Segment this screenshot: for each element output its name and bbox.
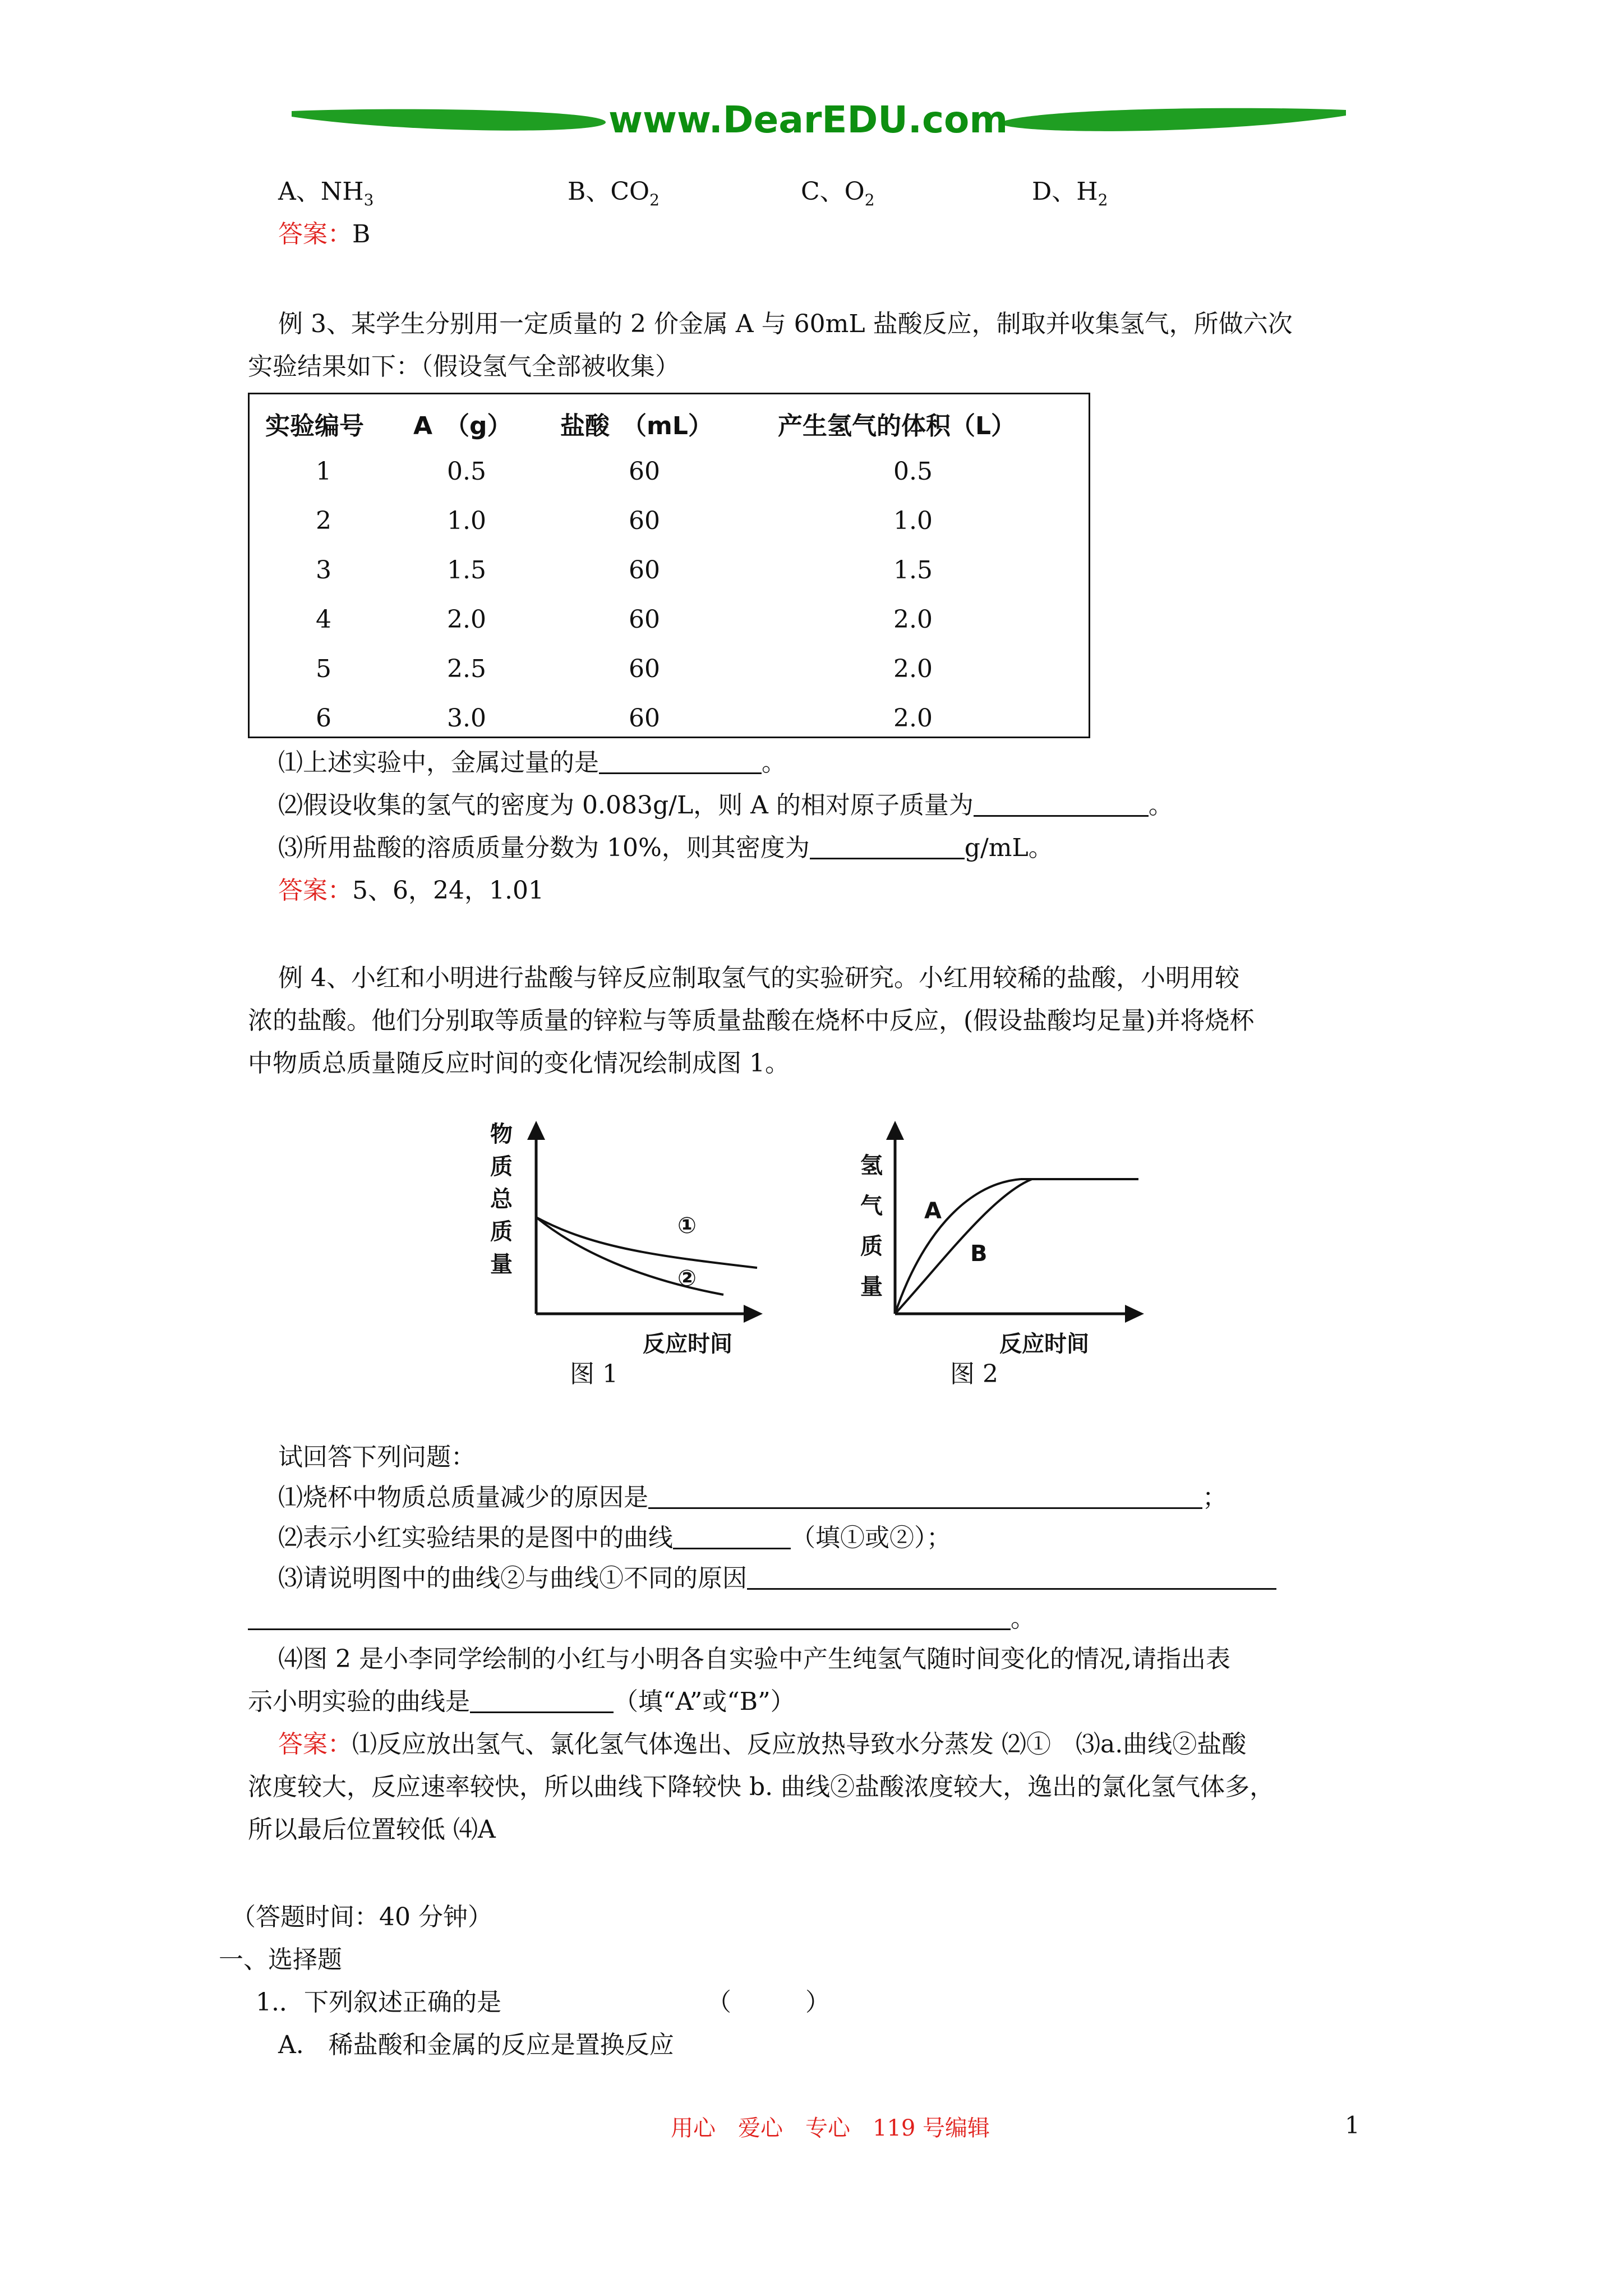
example4-q3-cont: 。	[248, 1602, 1035, 1636]
ylabel-char: 质	[490, 1219, 513, 1245]
x-axis-arrow-icon	[744, 1305, 763, 1323]
table-cell: 2.0	[893, 704, 933, 733]
ylabel-char: 气	[860, 1193, 883, 1219]
table-header-volume: 产生氢气的体积（L）	[778, 412, 1016, 440]
answer-blank[interactable]	[648, 1483, 1202, 1509]
table-cell: 60	[629, 605, 660, 634]
answer-blank[interactable]	[810, 833, 965, 859]
y-axis-arrow-icon	[527, 1121, 545, 1140]
ylabel-char: 物	[490, 1121, 513, 1147]
example3-q3: ⑶所用盐酸的溶质质量分数为 10%，则其密度为 g/mL。	[278, 834, 1053, 862]
example4-q3: ⑶请说明图中的曲线②与曲线①不同的原因	[278, 1562, 1276, 1595]
curve-1-label: ①	[677, 1213, 697, 1239]
table-cell: 4	[316, 605, 331, 634]
experiment-table	[248, 393, 1090, 738]
figure-1-plot	[482, 1116, 774, 1352]
option-b: B、$CO_2$	[568, 177, 660, 209]
table-cell: 1.5	[893, 556, 933, 585]
example3-answer: 答案：5、6，24，1.01	[278, 876, 544, 905]
example4-line3: 中物质总质量随反应时间的变化情况绘制成图 1。	[248, 1049, 790, 1078]
example4-answer-line3: 所以最后位置较低 ⑷A	[248, 1815, 496, 1844]
table-cell: 3	[316, 556, 331, 585]
example3-line2: 实验结果如下：（假设氢气全部被收集）	[248, 352, 680, 381]
example4-intro: 试回答下列问题：	[278, 1443, 476, 1471]
table-header-id: 实验编号	[265, 412, 364, 440]
example4-answer-line1: 答案：⑴反应放出氢气、氯化氢气体逸出、反应放热导致水分蒸发 ⑵① ⑶a.曲线②盐酸	[278, 1730, 1247, 1759]
ylabel-char: 质	[860, 1234, 883, 1259]
answer-blank[interactable]	[248, 1604, 1011, 1630]
y-axis-arrow-icon	[886, 1121, 904, 1140]
table-cell: 1.0	[893, 507, 933, 535]
site-logo[interactable]: www.DearEDU.com	[608, 98, 1008, 141]
table-cell: 60	[629, 507, 660, 535]
figure-1-caption: 图 1	[570, 1360, 618, 1388]
answer-blank[interactable]	[974, 790, 1149, 817]
curve-2-label: ②	[677, 1266, 697, 1291]
exercise-q1-option-a: A. 稀盐酸和金属的反应是置换反应	[278, 2031, 674, 2059]
option-c: C、$O_2$	[801, 177, 875, 209]
table-cell: 2.0	[893, 655, 933, 683]
time-note: （答题时间：40 分钟）	[231, 1903, 492, 1931]
table-cell: 2.5	[447, 655, 486, 683]
exercise-q1-paren[interactable]: （ ）	[707, 1988, 830, 2017]
ylabel-char: 量	[490, 1251, 513, 1277]
table-cell: 60	[629, 457, 660, 486]
example4-q4-line2: 示小明实验的曲线是 （填“A”或“B”）	[248, 1687, 795, 1716]
option-d: D、$H_2$	[1032, 177, 1108, 209]
section-title: 一、选择题	[219, 1945, 342, 1974]
table-cell: 1	[316, 457, 331, 486]
table-cell: 1.0	[447, 507, 486, 535]
table-cell: 0.5	[893, 457, 933, 486]
figure-2-xlabel: 反应时间	[999, 1331, 1089, 1357]
answer-blank[interactable]	[599, 748, 762, 774]
table-cell: 2.0	[893, 605, 933, 634]
exercise-q1: 1.．下列叙述正确的是	[256, 1988, 501, 2017]
figure-1-xlabel: 反应时间	[643, 1331, 732, 1357]
figure-2-caption: 图 2	[950, 1360, 998, 1388]
example4-line2: 浓的盐酸。他们分别取等质量的锌粒与等质量盐酸在烧杯中反应，(假设盐酸均足量)并将烧杯	[248, 1006, 1255, 1035]
table-cell: 60	[629, 704, 660, 733]
footer-text: 用心 爱心 专心 119 号编辑	[671, 2115, 990, 2141]
figure-2-plot	[852, 1116, 1155, 1352]
table-cell: 60	[629, 655, 660, 683]
table-cell: 0.5	[447, 457, 486, 486]
table-cell: 5	[316, 655, 331, 683]
prev-answer: 答案：B	[278, 220, 371, 249]
example3-line1: 例 3、某学生分别用一定质量的 2 价金属 A 与 60mL 盐酸反应，制取并收集氢气，所做六次	[278, 310, 1293, 338]
example4-q1: ⑴烧杯中物质总质量减少的原因是 ；	[278, 1483, 1227, 1512]
page-number: 1	[1345, 2111, 1360, 2139]
ylabel-char: 质	[490, 1154, 513, 1180]
ylabel-char: 总	[490, 1186, 513, 1212]
table-cell: 2.0	[447, 605, 486, 634]
curve-b-label: B	[970, 1241, 988, 1267]
x-axis-arrow-icon	[1125, 1305, 1144, 1323]
curve-1	[536, 1217, 757, 1268]
example4-q2: ⑵表示小红实验结果的是图中的曲线 （填①或②）；	[278, 1524, 951, 1552]
option-a: A、$NH_3$	[278, 177, 374, 209]
table-cell: 60	[629, 556, 660, 585]
table-cell: 1.5	[447, 556, 486, 585]
table-cell: 3.0	[447, 704, 486, 733]
ylabel-char: 量	[860, 1274, 883, 1300]
example3-q1: ⑴上述实验中，金属过量的是 。	[278, 748, 786, 777]
answer-blank[interactable]	[673, 1523, 791, 1549]
example4-q4-line1: ⑷图 2 是小李同学绘制的小红与小明各自实验中产生纯氢气随时间变化的情况,请指出表	[278, 1645, 1230, 1673]
example4-answer-line2: 浓度较大，反应速率较快，所以曲线下降较快 b. 曲线②盐酸浓度较大，逸出的氯化氢气体多，	[248, 1773, 1275, 1801]
table-header-acid: 盐酸 （mL）	[560, 412, 713, 440]
example4-line1: 例 4、小红和小明进行盐酸与锌反应制取氢气的实验研究。小红用较稀的盐酸，小明用较	[278, 964, 1239, 992]
table-header-a: A （g）	[413, 412, 512, 440]
answer-blank[interactable]	[470, 1687, 614, 1713]
curve-a-label: A	[924, 1198, 942, 1224]
answer-blank[interactable]	[747, 1563, 1276, 1590]
curve-b	[895, 1179, 1032, 1314]
table-cell: 6	[316, 704, 331, 733]
table-cell: 2	[316, 507, 331, 535]
example3-q2: ⑵假设收集的氢气的密度为 0.083g/L，则 A 的相对原子质量为 。	[278, 791, 1173, 820]
ylabel-char: 氢	[860, 1153, 883, 1179]
